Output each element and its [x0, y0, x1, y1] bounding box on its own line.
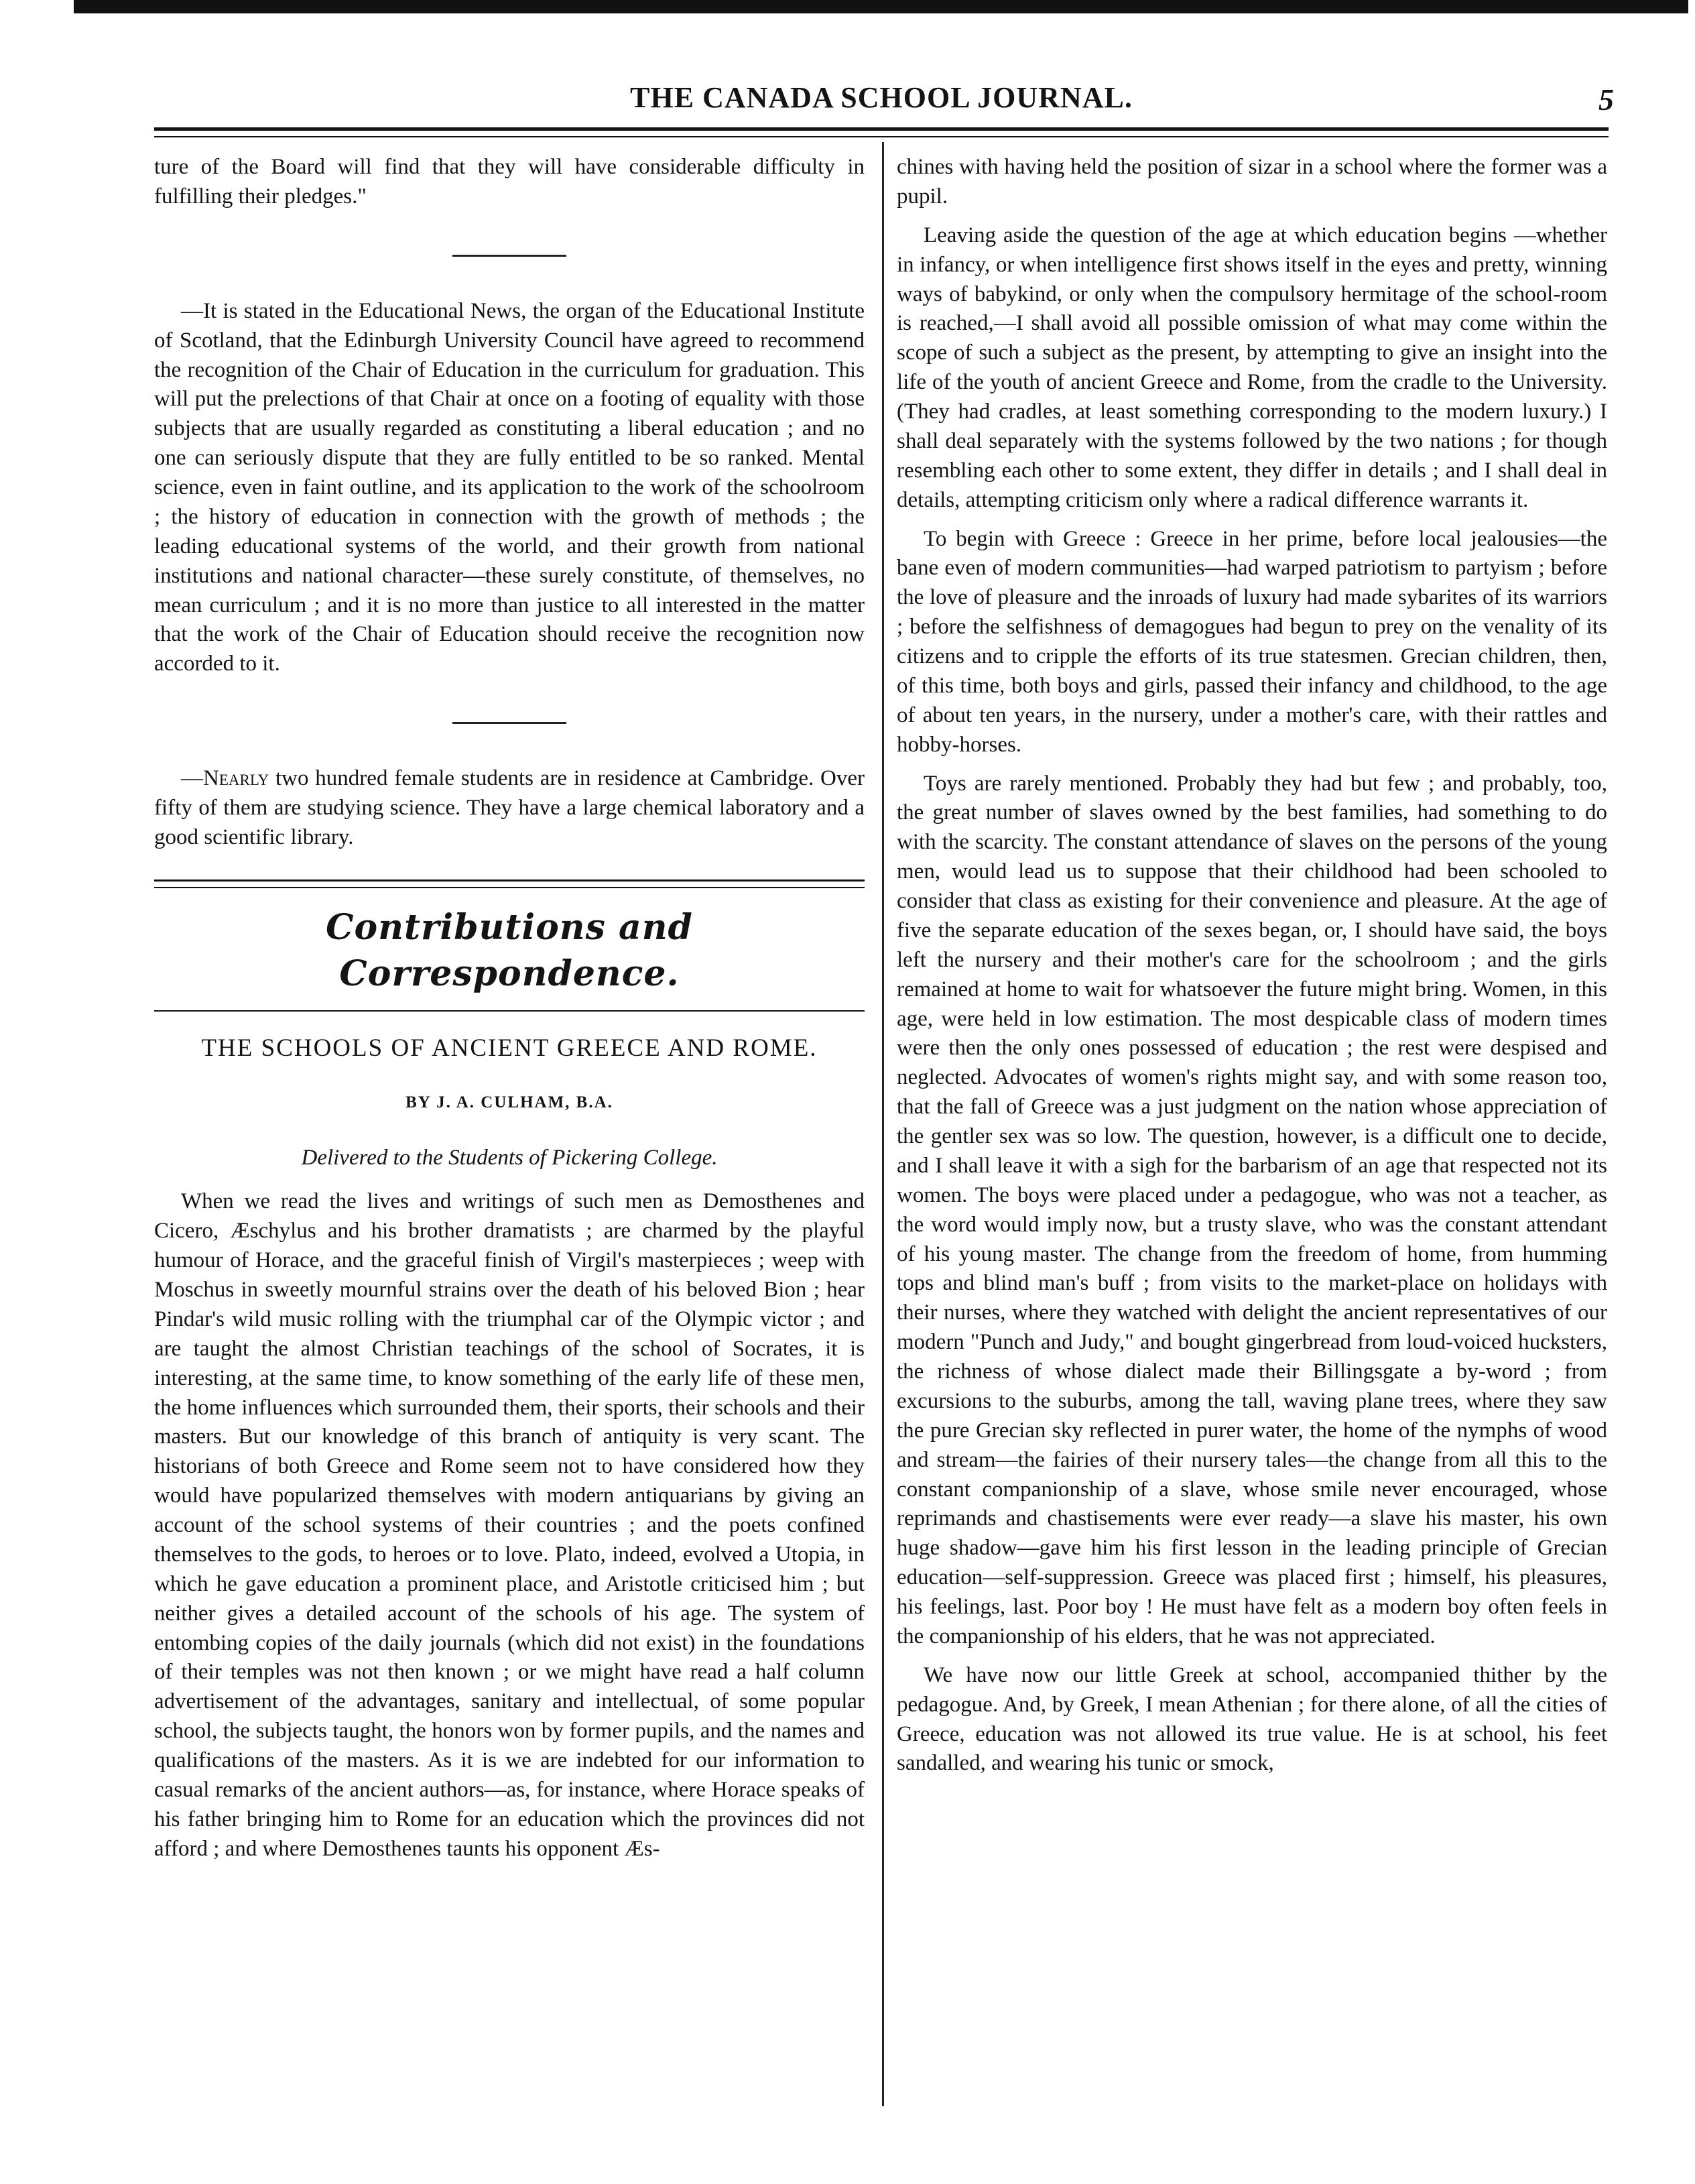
header-rule-thick — [154, 127, 1609, 131]
section-rule — [154, 1010, 865, 1012]
right-column — [897, 153, 1607, 1788]
news-item-cambridge — [154, 764, 865, 853]
news-lead-word: —Nearly — [181, 766, 269, 791]
top-border-rule — [74, 0, 1688, 13]
section-double-rule — [154, 879, 865, 888]
article-paragraph: chines with having held the position of sizar in a school where the former was a pupil. — [897, 155, 1607, 208]
article-paragraph: When we read the lives and writings of such men as Demosthenes and Cicero, Æschylus and his brother dramatists ; are charmed by the playful humour of Horace, and the graceful finish of Virgil's masterpieces ; weep with Moschus in sweetly mournful strains over the death of his beloved Bion ; hear Pindar's wild music rolling with the triumphal car of the Olympic victor ; and are taught the almost Christian teachings of the school of Socrates, it is interesting, at the same time, to know something of the early life of these men, the home influences which surrounded them, their sports, their schools and their masters. But our knowledge of this branch of antiquity is very scant. The historians of both Greece and Rome seem not to have considered how they would have popularized themselves with modern antiquarians by giving an account of the school systems of their countries ; and the poets confined themselves to the gods, to heroes or to love. Plato, indeed, evolved a Utopia, in which he gave education a prominent place, and Aristotle criticised him ; but neither gives a detailed account of the schools of his age. The system of entombing copies of the daily journals (which did not exist) in the foundations of their temples was not then known ; or we might have read a half column advertisement of the advantages, sanitary and intellectual, of some popular school, the subjects taught, the honors won by former pupils, and the names and qualifications of the masters. As it is we are indebted for our information to casual remarks of the ancient authors—as, for instance, where Horace speaks of his father bringing him to Rome for an education which the provinces did not afford ; and where Demosthenes taunts his opponent Æs- — [154, 1189, 865, 1861]
column-divider — [882, 142, 884, 2106]
continuation-paragraph: ture of the Board will find that they will have considerable difficulty in fulfilling their pledges." — [154, 155, 865, 208]
header-rule-thin — [154, 136, 1609, 137]
section-heading: Contributions and Correspondence. — [326, 906, 693, 994]
running-header: THE CANADA SCHOOL JOURNAL. — [630, 81, 1133, 114]
page-number: 5 — [1598, 82, 1614, 117]
left-column — [154, 153, 865, 1874]
article-title: THE SCHOOLS OF ANCIENT GREECE AND ROME. — [201, 1034, 818, 1063]
news-item-edinburgh: —It is stated in the Educational News, the organ of the Educational Institute of Scotland, that the Edinburgh University Council have agreed to recommend the recognition of the Chair of Education in the curriculum for graduation. This will put the prelections of that Chair at once on a footing of equality with those subjects that are usually regarded as constituting a liberal education ; and no one can seriously dispute that they are fully entitled to be so ranked. Mental science, even in faint outline, and its application to the work of the schoolroom ; the history of education in connection with the growth of methods ; the leading educational systems of the world, and their growth from national institutions and national character—these surely constitute, of themselves, no mean curriculum ; and it is no more than justice to all interested in the matter that the work of the Chair of Education should receive the recognition now accorded to it. — [154, 298, 865, 676]
article-paragraph: We have now our little Greek at school, accompanied thither by the pedagogue. And, by Greek, I mean Athenian ; for there alone, of all the cities of Greece, education was not allowed its true value. He is at school, his feet sandalled, and wearing his tunic or smock, — [897, 1662, 1607, 1776]
article-paragraph: Leaving aside the question of the age at which education begins —whether in infancy, or when intelligence first shows itself in the eyes and pretty, winning ways of babykind, or only when the compulsory hermitage of the school-room is reached,—I shall avoid all possible omission of what may come within the scope of such a subject as the present, by attempting to give an insight into the life of the youth of ancient Greece and Rome, from the cradle to the University. (They had cradles, at least something corresponding to the modern luxury.) I shall deal separately with the systems followed by the two nations ; for though resembling each other to some extent, they differ in details ; and I shall deal in details, attempting criticism only where a radical difference warrants it. — [897, 223, 1607, 512]
news-item-body: two hundred female students are in residence at Cambridge. Over fifty of them are studying science. They have a large chemical laboratory and a good scientific library. — [154, 766, 865, 849]
separator-rule — [452, 255, 566, 257]
separator-rule — [452, 722, 566, 724]
article-paragraph: To begin with Greece : Greece in her prime, before local jealousies—the bane even of modern communities—had warped patriotism to partyism ; before the love of pleasure and the inroads of luxury had made sybarites of its warriors ; before the selfishness of demagogues had begun to prey on the venality of its citizens and to cripple the efforts of its true statesmen. Grecian children, then, of this time, both boys and girls, passed their infancy and childhood, to the age of about ten years, in the nursery, under a mother's care, with their rattles and hobby-horses. — [897, 526, 1607, 757]
article-subtitle: Delivered to the Students of Pickering College. — [301, 1145, 718, 1170]
article-paragraph: Toys are rarely mentioned. Probably they had but few ; and probably, too, the great number of slaves owned by the best families, had something to do with the scarcity. The constant attendance of slaves on the persons of the young men, would lead us to suppose that their childhood had been schooled to consider that class as existing for their convenience and pleasure. At the age of five the separate education of the sexes began, or, I should have said, the boys left the nursery and their mother's care for the schoolroom ; and the girls remained at home to wait for whatsoever the future might bring. Women, in this age, were held in low estimation. The most despicable class of modern times were then the only ones possessed of education ; the rest were despised and neglected. Advocates of women's rights might say, and with some reason too, that the fall of Greece was a just judgment on the nation whose appreciation of the gentler sex was so low. The question, however, is a difficult one to decide, and I shall leave it with a sigh for the barbarism of an age that respected not its women. The boys were placed under a pedagogue, who was not a teacher, as the word would imply now, but a trusty slave, who was the constant attendant of his young master. The change from the freedom of home, from humming tops and blind man's buff ; from visits to the market-place on holidays with their nurses, where they watched with delight the ancient representatives of our modern "Punch and Judy," and bought gingerbread from loud-voiced hucksters, the richness of whose dialect made their Billingsgate a by-word ; from excursions to the suburbs, among the tall, waving plane trees, where they saw the pure Grecian sky reflected in purer water, the home of the nymphs of wood and stream—the fairies of their nursery tales—the change from all this to the constant companionship of a slave, whose smile never encouraged, whose reprimands and chastisements were ever ready—a slave his master, his own huge shadow—gave him his first lesson in the leading principle of Grecian education—self-suppression. Greece was placed first ; himself, his pleasures, his feelings, last. Poor boy ! He must have felt as a modern boy often feels in the companionship of his elders, that he was not appreciated. — [897, 771, 1607, 1648]
article-byline: BY J. A. CULHAM, B.A. — [405, 1093, 613, 1112]
